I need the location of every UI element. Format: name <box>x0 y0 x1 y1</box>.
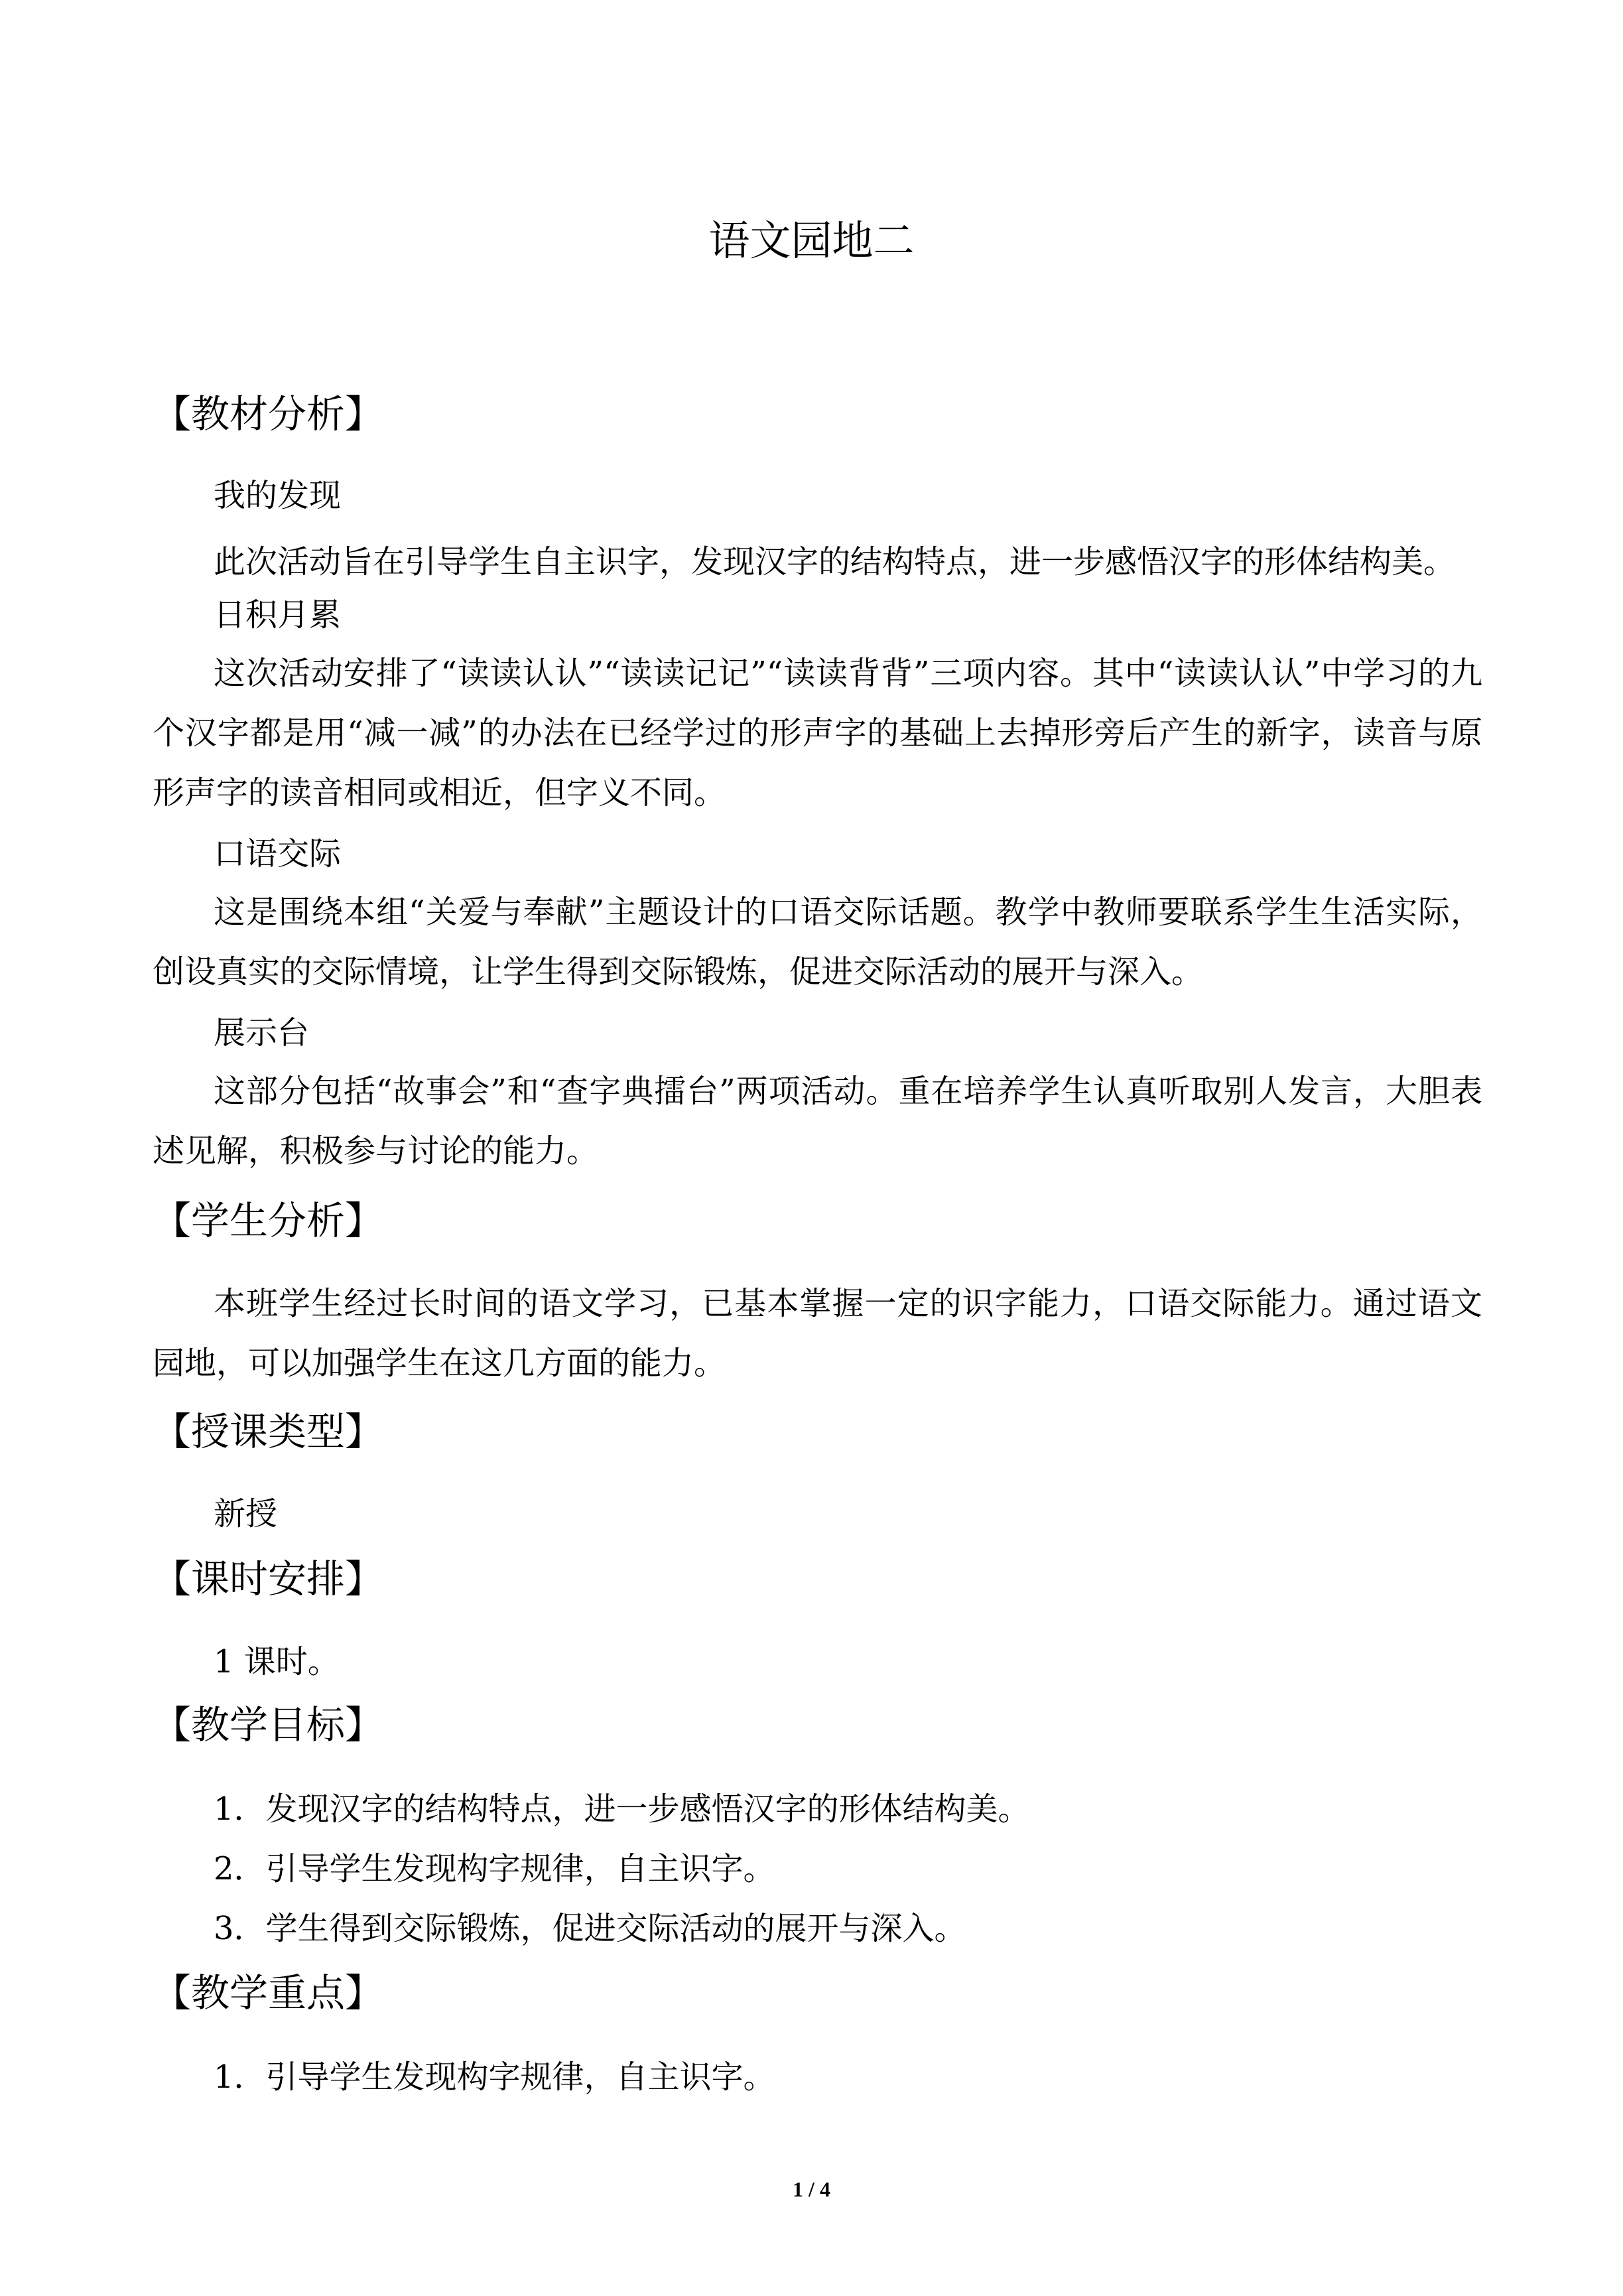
subhead-my-discovery: 我的发现 <box>214 477 342 514</box>
paragraph-daily-accumulation: 这次活动安排了“读读认认”“读读记记”“读读背背”三项内容。其中“读读认认”中学习的九个汉字都是用“减一减”的办法在已经学过的形声字的基础上去掉形旁后产生的新字，读音与原形声字的读音相同或相近，但字义不同。 <box>153 655 1482 811</box>
list-item-key-point-1: 1．引导学生发现构字规律，自主识字。 <box>214 2059 775 2096</box>
subhead-showcase: 展示台 <box>214 1014 310 1051</box>
list-item-objective-2: 2．引导学生发现构字规律，自主识字。 <box>214 1850 775 1887</box>
section-heading-schedule: 【课时安排】 <box>153 1556 384 1601</box>
section-heading-key-points: 【教学重点】 <box>153 1970 384 2015</box>
paragraph-student-analysis: 本班学生经过长时间的语文学习，已基本掌握一定的识字能力，口语交际能力。通过语文园地，可以加强学生在这几方面的能力。 <box>153 1285 1482 1382</box>
page-number: 1 / 4 <box>793 2177 830 2201</box>
section-heading-objectives: 【教学目标】 <box>153 1702 384 1747</box>
list-item-objective-3: 3．学生得到交际锻炼，促进交际活动的展开与深入。 <box>214 1910 966 1947</box>
section-heading-textbook-analysis: 【教材分析】 <box>153 391 384 437</box>
paragraph-oral-communication: 这是围绕本组“关爱与奉献”主题设计的口语交际话题。教学中教师要联系学生生活实际，创设真实的交际情境，让学生得到交际锻炼，促进交际活动的展开与深入。 <box>153 894 1482 990</box>
text-schedule: 1 课时。 <box>214 1643 340 1680</box>
subhead-oral-communication: 口语交际 <box>214 835 342 872</box>
section-heading-lesson-type: 【授课类型】 <box>153 1409 384 1454</box>
page-title: 语文园地二 <box>708 216 915 265</box>
subhead-daily-accumulation: 日积月累 <box>214 596 342 634</box>
section-heading-student-analysis: 【学生分析】 <box>153 1198 384 1243</box>
text-lesson-type: 新授 <box>214 1495 278 1532</box>
list-item-objective-1: 1．发现汉字的结构特点，进一步感悟汉字的形体结构美。 <box>214 1790 1030 1828</box>
paragraph-showcase: 这部分包括“故事会”和“查字典擂台”两项活动。重在培养学生认真听取别人发言，大胆表述见解，积极参与讨论的能力。 <box>153 1073 1482 1170</box>
paragraph-my-discovery: 此次活动旨在引导学生自主识字，发现汉字的结构特点，进一步感悟汉字的形体结构美。 <box>214 543 1456 580</box>
